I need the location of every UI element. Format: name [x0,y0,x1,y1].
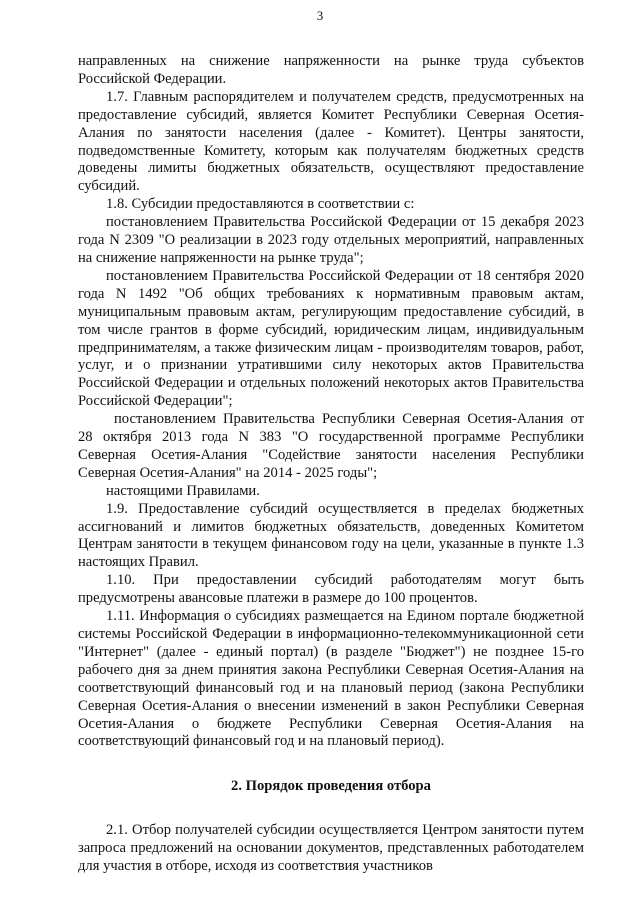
paragraph-2-1: 2.1. Отбор получателей субсидии осуществляется Центром занятости путем запроса предложений на основании документов, представленных работодателем для участия в отборе, исходя из соответствия участников [78,822,584,875]
paragraph-continuation: направленных на снижение напряженности на рынке труда субъектов Российской Федерации. [78,53,584,87]
paragraph-1-10: 1.10. При предоставлении субсидий работодателям могут быть предусмотрены авансовые платежи в размере до 100 процентов. [78,572,584,607]
paragraph-1-7: 1.7. Главным распорядителем и получателем средств, предусмотренных на предоставление субсидий, является Комитет Республики Северная Осетия-Алания по занятости населения (далее - Комитет). Центры занятости, подведомственные Комитету, которым как получателям бюджетных средств доведены лимиты бюджетных обязательств, осуществляют предоставление субсидий. [78,88,584,195]
document-body [78,53,584,876]
paragraph-1-9: 1.9. Предоставление субсидий осуществляется в пределах бюджетных ассигнований и лимитов бюджетных обязательств, доведенных Комитетом Центрам занятости в текущем финансовом году на цели, указанные в пункте 1.3 настоящих Правил. [78,500,584,571]
paragraph-1-8: 1.8. Субсидии предоставляются в соответствии с: [106,196,415,213]
section-heading: 2. Порядок проведения отбора [231,778,431,795]
paragraph-1-11: 1.11. Информация о субсидиях размещается на Едином портале бюджетной системы Российской Федерации в информационно-телекоммуникационной сети "Интернет" (далее - единый портал) (в разделе "Бюджет") не позднее 15-го рабочего дня за днем принятия закона Республики Северная Осетия-Алания на соответствующий финансовый год и на плановый период (закона Республики Северная Осетия-Алания о внесении изменений в закон Республики Северная Осетия-Алания о бюджете Республики Северная Осетия-Алания на соответствующий финансовый год и на плановый период). [78,608,584,750]
paragraph-decree-383: постановлением Правительства Республики Северная Осетия-Алания от 28 октября 2013 года N 383 "О государственной программе Республики Северная Осетия-Алания "Содействие занятости населения Республики Северная Осетия-Алания" на 2014 - 2025 годы"; [78,411,584,481]
paragraph-these-rules: настоящими Правилами. [106,482,260,499]
page-number: 3 [316,8,324,23]
paragraph-decree-2309: постановлением Правительства Российской Федерации от 15 декабря 2023 года N 2309 "О реализации в 2023 году отдельных мероприятий, направленных на снижение напряженности на рынке труда"; [78,214,584,266]
paragraph-decree-1492: постановлением Правительства Российской Федерации от 18 сентября 2020 года N 1492 "Об общих требованиях к нормативным правовым актам, муниципальным правовым актам, регулирующим предоставление субсидий, в том числе грантов в форме субсидий, юридическим лицам, индивидуальным предпринимателям, а также физическим лицам - производителям товаров, работ, услуг, и о признании утратившими силу некоторых актов Правительства Российской Федерации и отдельных положений некоторых актов Правительства Российской Федерации"; [78,267,584,410]
